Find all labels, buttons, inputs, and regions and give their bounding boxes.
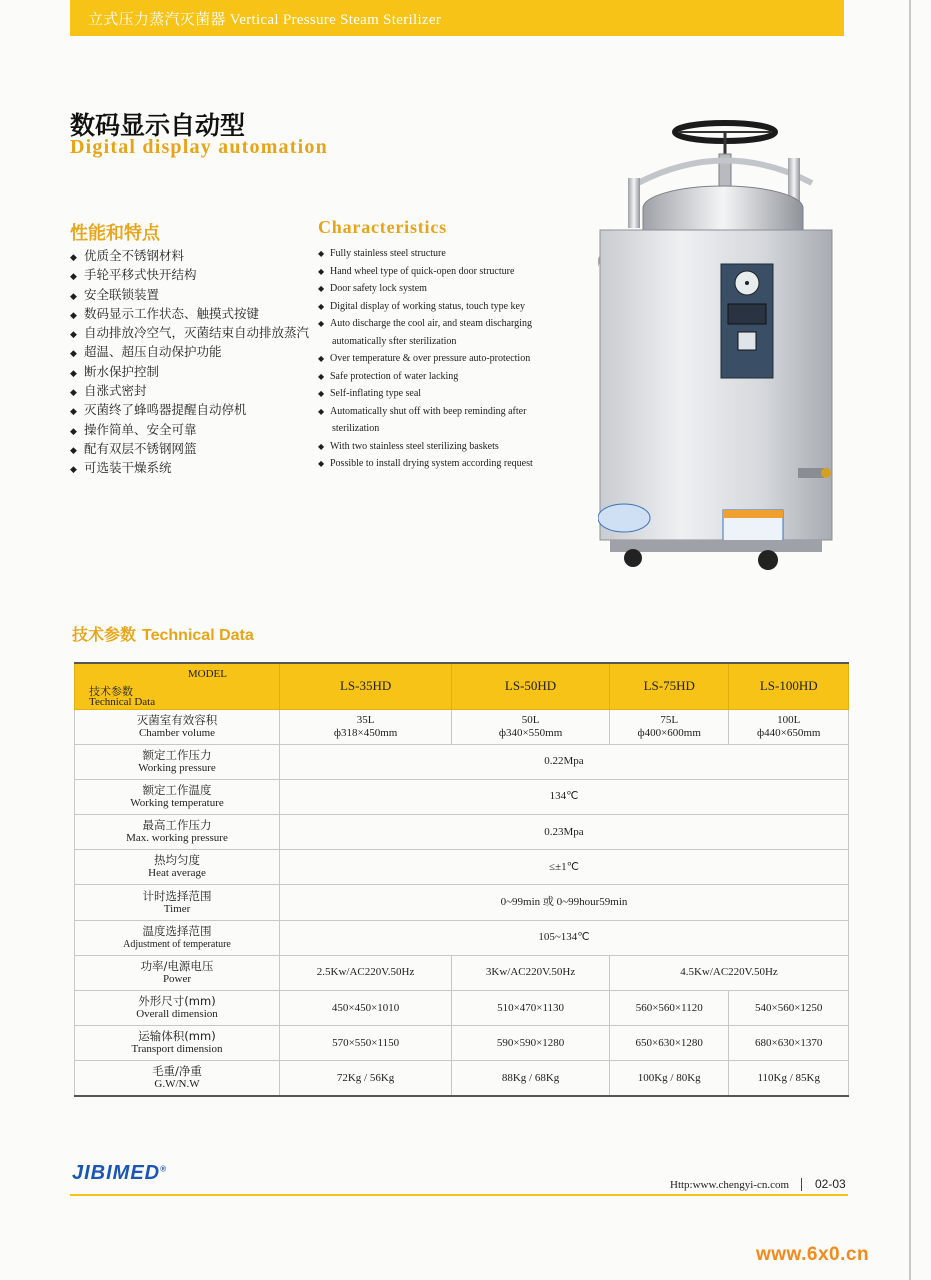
row-label-en: Heat average xyxy=(148,867,206,880)
row-label xyxy=(75,1061,280,1096)
feature-item-en xyxy=(318,455,578,473)
model-header-ls-50hd: LS-50HD xyxy=(452,663,610,709)
feature-text: 配有双层不锈钢网篮 xyxy=(84,440,197,456)
row-label xyxy=(75,779,280,814)
row-label-en: Working temperature xyxy=(130,796,224,809)
footer-url[interactable]: Http:www.chengyi-cn.com xyxy=(670,1179,790,1191)
bullet-icon: ◆ xyxy=(318,319,325,328)
feature-text: Hand wheel type of quick-open door structure xyxy=(330,265,515,277)
cell-line: 75L xyxy=(660,713,679,726)
sterilizer-product-image xyxy=(598,118,848,588)
row-label-cn: 热均匀度 xyxy=(154,853,200,868)
bullet-icon: ◆ xyxy=(318,284,325,293)
corner-cn-label: 技术参数 xyxy=(89,685,133,698)
row-label xyxy=(75,850,280,885)
feature-item-en xyxy=(318,350,578,368)
table-row-transport-dimension xyxy=(75,1026,849,1061)
bullet-icon: ◆ xyxy=(318,389,325,398)
row-label-en: Working pressure xyxy=(138,761,216,774)
footer-rule xyxy=(70,1194,848,1196)
bullet-icon: ◆ xyxy=(318,249,325,258)
table-cell: 650×630×1280 xyxy=(609,1026,729,1061)
technical-data-table xyxy=(74,662,849,1097)
cell-line: 50L xyxy=(521,713,540,726)
feature-item-en-continued xyxy=(318,333,578,351)
bullet-icon: ◆ xyxy=(70,349,77,360)
table-cell: 110Kg / 85Kg xyxy=(729,1061,849,1096)
table-row-working-pressure xyxy=(75,744,849,779)
table-row-heat-average xyxy=(75,850,849,885)
table-row-max-pressure xyxy=(75,815,849,850)
table-cell: 2.5Kw/AC220V.50Hz xyxy=(280,955,452,990)
registered-mark: ® xyxy=(160,1164,168,1174)
table-cell: 88Kg / 68Kg xyxy=(452,1061,610,1096)
bullet-icon: ◆ xyxy=(70,465,77,476)
feature-item-en xyxy=(318,298,578,316)
feature-item-cn xyxy=(70,400,309,419)
cell-line: ф400×600mm xyxy=(637,726,701,739)
page-number: 02-03 xyxy=(815,1177,846,1191)
row-label-cn: 功率/电源电压 xyxy=(140,958,214,973)
table-cell: 134℃ xyxy=(280,779,849,814)
feature-text: 灭菌终了蜂鸣器提醒自动停机 xyxy=(84,402,247,418)
feature-item-cn xyxy=(70,246,309,265)
table-row-timer xyxy=(75,885,849,920)
table-row-weight xyxy=(75,1061,849,1096)
feature-text: Auto discharge the cool air, and steam discharging xyxy=(330,318,532,329)
feature-text: Self-inflating type seal xyxy=(330,388,422,399)
table-row-overall-dimension xyxy=(75,991,849,1026)
features-list-en xyxy=(318,245,578,473)
row-label-en: Power xyxy=(162,972,192,985)
features-heading-cn: 性能和特点 xyxy=(70,223,160,244)
model-header-ls-75hd: LS-75HD xyxy=(609,663,729,709)
feature-item-cn xyxy=(70,265,309,284)
table-cell: 540×560×1250 xyxy=(729,991,849,1026)
feature-text: Door safety lock system xyxy=(330,283,427,294)
row-label-cn: 计时选择范围 xyxy=(142,888,212,903)
brand-name: JIBIMED xyxy=(72,1162,161,1184)
feature-text: Possible to install drying system according request xyxy=(330,458,533,469)
table-cell: 105~134℃ xyxy=(280,920,849,955)
table-row-adjustment-temperature xyxy=(75,920,849,955)
feature-item-cn xyxy=(70,342,309,361)
feature-item-cn xyxy=(70,304,309,323)
bullet-icon: ◆ xyxy=(70,407,77,418)
technical-data-heading xyxy=(72,622,254,645)
table-cell: 590×590×1280 xyxy=(452,1026,610,1061)
bullet-icon: ◆ xyxy=(70,368,77,379)
feature-item-en xyxy=(318,368,578,386)
page-edge-line xyxy=(909,0,911,1280)
feature-text: 可选装干燥系统 xyxy=(84,460,172,476)
row-label-en: Adjustment of temperature xyxy=(123,938,231,950)
feature-item-en xyxy=(318,245,578,263)
corner-en-label: Technical Data xyxy=(89,696,156,708)
technical-heading-cn: 技术参数 xyxy=(72,625,137,644)
feature-text: Automatically shut off with beep reminding after xyxy=(330,405,527,417)
table-header-row xyxy=(75,663,849,709)
row-label xyxy=(75,885,280,920)
table-cell: 680×630×1370 xyxy=(729,1026,849,1061)
bullet-icon: ◆ xyxy=(70,291,77,302)
row-label xyxy=(75,1026,280,1061)
bullet-icon: ◆ xyxy=(318,301,325,311)
model-header-ls-35hd: LS-35HD xyxy=(280,663,452,709)
cell-line: ф340×550mm xyxy=(498,726,563,739)
feature-item-cn xyxy=(70,323,309,342)
row-label-cn: 温度选择范围 xyxy=(142,923,212,938)
table-cell: 4.5Kw/AC220V.50Hz xyxy=(609,955,848,990)
feature-item-en xyxy=(318,385,578,403)
feature-item-cn xyxy=(70,362,309,381)
cell-line: 35L xyxy=(356,713,375,726)
row-label xyxy=(75,955,280,990)
feature-item-en xyxy=(318,263,578,281)
table-cell: 3Kw/AC220V.50Hz xyxy=(452,955,610,990)
bullet-icon: ◆ xyxy=(318,371,325,381)
feature-item-cn xyxy=(70,458,309,477)
bullet-icon: ◆ xyxy=(318,266,325,276)
features-heading-en: Characteristics xyxy=(318,217,447,237)
table-cell xyxy=(729,709,849,744)
feature-item-en xyxy=(318,403,578,421)
bullet-icon: ◆ xyxy=(70,253,77,263)
feature-text: Safe protection of water lacking xyxy=(330,370,459,382)
brand-logo xyxy=(72,1162,167,1185)
bullet-icon: ◆ xyxy=(318,406,325,416)
row-label-en: Max. working pressure xyxy=(126,832,228,845)
row-label xyxy=(75,991,280,1026)
feature-text: 安全联锁装置 xyxy=(84,286,160,302)
table-cell xyxy=(280,709,452,744)
banner-text: 立式压力蒸汽灭菌器 Vertical Pressure Steam Sterilizer xyxy=(88,12,442,28)
watermark: www.6x0.cn xyxy=(756,1244,870,1265)
table-cell xyxy=(452,709,610,744)
table-cell: 100Kg / 80Kg xyxy=(609,1061,729,1096)
table-row-working-temperature xyxy=(75,779,849,814)
bullet-icon: ◆ xyxy=(318,459,325,468)
table-cell xyxy=(609,709,729,744)
cell-line: ф440×650mm xyxy=(757,726,821,739)
table-cell: 0.22Mpa xyxy=(280,744,849,779)
feature-text: 手轮平移式快开结构 xyxy=(84,267,197,283)
bullet-icon: ◆ xyxy=(318,441,325,451)
row-label-cn: 额定工作压力 xyxy=(142,747,212,762)
feature-text: 操作简单、安全可靠 xyxy=(84,421,197,437)
row-label-cn: 额定工作温度 xyxy=(142,782,212,797)
bullet-icon: ◆ xyxy=(70,426,77,437)
table-row-power xyxy=(75,955,849,990)
table-cell: 0.23Mpa xyxy=(280,815,849,850)
table-cell: 450×450×1010 xyxy=(280,991,452,1026)
bullet-icon: ◆ xyxy=(318,354,325,363)
row-label-en: Chamber volume xyxy=(138,726,216,739)
table-row-chamber-volume xyxy=(75,709,849,744)
bullet-icon: ◆ xyxy=(70,330,77,341)
feature-text: Over temperature & over pressure auto-protection xyxy=(330,353,531,364)
model-header-ls-100hd: LS-100HD xyxy=(729,663,849,709)
bullet-icon: ◆ xyxy=(70,388,77,399)
row-label-cn: 外形尺寸(mm) xyxy=(138,994,216,1009)
table-cell: ≤±1℃ xyxy=(280,850,849,885)
bullet-icon: ◆ xyxy=(70,272,77,283)
feature-text: 自动排放冷空气，灭菌结束自动排放蒸汽 xyxy=(84,325,310,341)
table-cell: 570×550×1150 xyxy=(280,1026,452,1061)
table-corner-cell xyxy=(75,663,280,709)
feature-text: 自涨式密封 xyxy=(84,383,147,399)
table-cell: 72Kg / 56Kg xyxy=(280,1061,452,1096)
row-label-cn: 运输体积(mm) xyxy=(138,1029,216,1044)
bullet-icon: ◆ xyxy=(70,445,77,456)
feature-item-cn xyxy=(70,420,309,439)
feature-text: 优质全不锈钢材料 xyxy=(84,248,185,263)
bullet-icon: ◆ xyxy=(70,310,77,321)
features-list-cn xyxy=(70,246,309,478)
feature-text: Fully stainless steel structure xyxy=(330,248,446,259)
row-label-en: Overall dimension xyxy=(136,1008,218,1021)
feature-text: 数码显示工作状态、触摸式按键 xyxy=(84,305,260,321)
feature-item-en xyxy=(318,315,578,333)
feature-item-en xyxy=(318,438,578,456)
row-label xyxy=(75,815,280,850)
feature-text: sterilization xyxy=(332,423,380,434)
page-title-cn: 数码显示自动型 xyxy=(70,111,246,140)
table-cell: 510×470×1130 xyxy=(452,991,610,1026)
feature-text: 超温、超压自动保护功能 xyxy=(84,344,222,360)
row-label-cn: 最高工作压力 xyxy=(142,818,212,833)
row-label-en: Timer xyxy=(163,902,191,915)
feature-text: Digital display of working status, touch type key xyxy=(330,300,525,312)
feature-text: With two stainless steel sterilizing baskets xyxy=(330,440,499,452)
table-cell: 560×560×1120 xyxy=(609,991,729,1026)
row-label xyxy=(75,709,280,744)
row-label-cn: 灭菌室有效容积 xyxy=(136,712,218,727)
feature-item-cn xyxy=(70,381,309,400)
row-label xyxy=(75,744,280,779)
feature-item-en xyxy=(318,280,578,298)
feature-text: 断水保护控制 xyxy=(84,363,160,379)
top-banner xyxy=(70,0,844,36)
row-label-cn: 毛重/净重 xyxy=(152,1064,202,1079)
feature-item-en-continued xyxy=(318,420,578,438)
footer-separator xyxy=(801,1178,802,1191)
page-title-en: Digital display automation xyxy=(70,136,328,158)
cell-line: 100L xyxy=(777,713,801,726)
table-cell: 0~99min 或 0~99hour59min xyxy=(280,885,849,920)
corner-model-label: MODEL xyxy=(187,668,227,680)
row-label-en: G.W/N.W xyxy=(154,1078,200,1091)
row-label-en: Transport dimension xyxy=(131,1043,223,1056)
technical-heading-en: Technical Data xyxy=(142,627,254,644)
feature-text: automatically sfter sterilization xyxy=(332,335,457,347)
cell-line: ф318×450mm xyxy=(333,726,398,739)
row-label xyxy=(75,920,280,955)
feature-item-cn xyxy=(70,285,309,304)
feature-item-cn xyxy=(70,439,309,458)
